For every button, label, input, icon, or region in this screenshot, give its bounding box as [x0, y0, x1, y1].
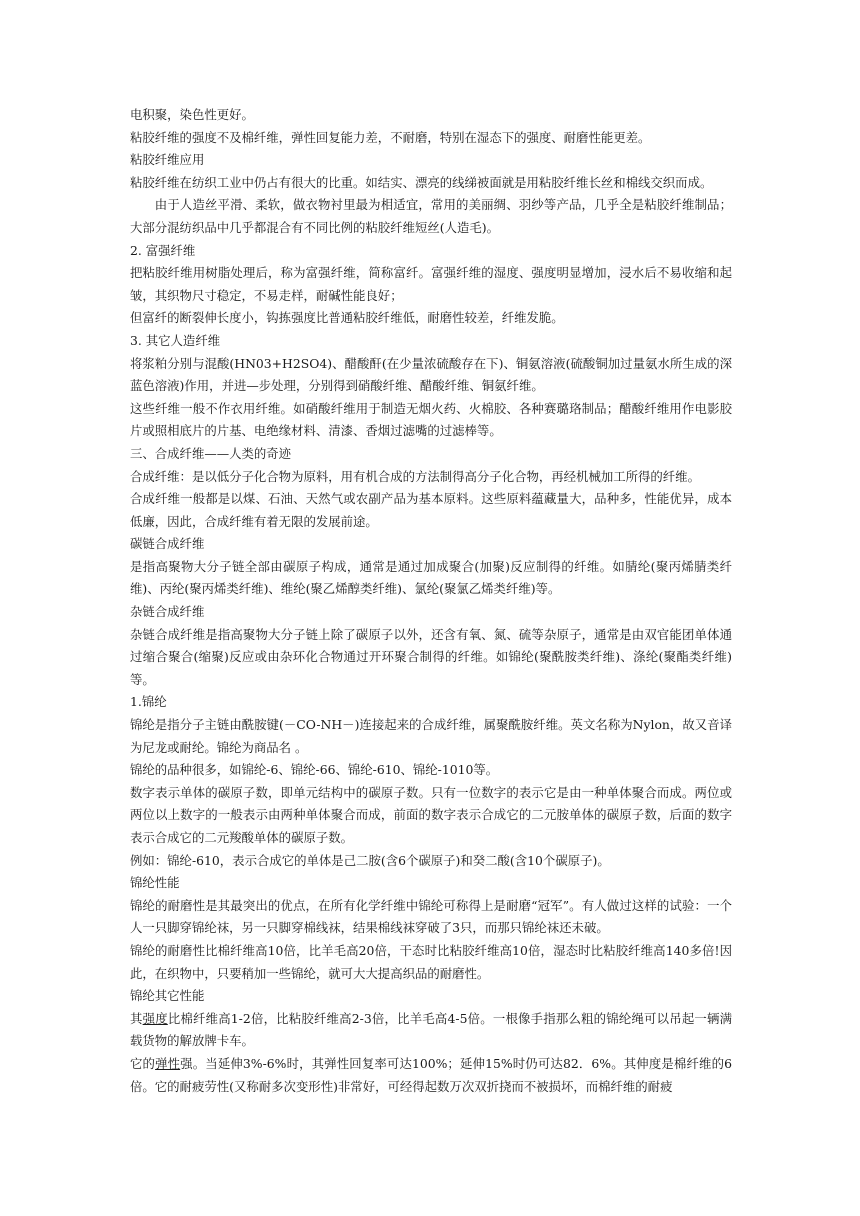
- text-paragraph: [130, 1008, 732, 1053]
- underlined-term: 弹性: [155, 1055, 181, 1071]
- section-heading: 1.锦纶: [130, 694, 167, 710]
- text-paragraph: 由于人造丝平滑、柔软，做衣物衬里最为相适宜，常用的美丽绸、羽纱等产品，几乎全是粘胶纤维制品；大部分混纺织品中几乎都混合有不同比例的粘胶纤维短丝(人造毛)。: [130, 197, 732, 235]
- text-paragraph: [130, 1053, 732, 1098]
- text-line: 电积聚，染色性更好。: [130, 107, 254, 122]
- text-line: 例如：锦纶-610，表示合成它的单体是己二胺(含6个碳原子)和癸二酸(含10个碳原子)。: [130, 852, 610, 868]
- underlined-term: 强度: [142, 1010, 168, 1026]
- text-paragraph: 锦纶是指分子主链由酰胺键(－CO-NH－)连接起来的合成纤维，属聚酰胺纤维。英文名称为Nylon，故又音译为尼龙或耐纶。锦纶为商品名 。: [130, 717, 732, 755]
- text-line: 粘胶纤维的强度不及棉纤维，弹性回复能力差，不耐磨，特别在湿态下的强度、耐磨性能更差。: [130, 129, 651, 145]
- text-paragraph: 数字表示单体的碳原子数，即单元结构中的碳原子数。只有一位数字的表示它是由一种单体聚合而成。两位或两位以上数字的一般表示由两种单体聚合而成，前面的数字表示合成它的二元胺单体的碳原子数，后面的数字表示合成它的二元羧酸单体的碳原子数。: [130, 784, 732, 845]
- text-paragraph: 这些纤维一般不作衣用纤维。如硝酸纤维用于制造无烟火药、火棉胶、各种赛璐珞制品；醋酸纤维用作电影胶片或照相底片的片基、电绝缘材料、清漆、香烟过滤嘴的过滤棒等。: [130, 400, 732, 439]
- text-paragraph: 锦纶的耐磨性是其最突出的优点，在所有化学纤维中锦纶可称得上是耐磨“冠军”。有人做过这样的试验：一个人一只脚穿锦纶袜，另一只脚穿棉线袜，结果棉线袜穿破了3只，而那只锦纶袜还未破。: [130, 897, 732, 936]
- text-run: 强。当延伸3%-6%时，其弹性回复率可达100%；延伸15%时仍可达82．6%。其伸度是棉纤维的6倍。它的耐疲劳性(又称耐多次变形性)非常好，可经得起数万次双折挠而不被损坏，而棉纤维的耐疲: [130, 1055, 732, 1094]
- document-page: [130, 104, 732, 1098]
- text-paragraph: 是指高聚物大分子链全部由碳原子构成，通常是通过加成聚合(加聚)反应制得的纤维。如腈纶(聚丙烯腈类纤维)、丙纶(聚丙烯类纤维)、维纶(聚乙烯醇类纤维)、氯纶(聚氯乙烯类纤维)等。: [130, 558, 732, 597]
- section-heading: 2. 富强纤维: [130, 242, 196, 258]
- text-run: 其: [130, 1010, 143, 1026]
- text-line: 合成纤维：是以低分子化合物为原料，用有机合成的方法制得高分子化合物，再经机械加工所得的纤维。: [130, 468, 700, 484]
- text-paragraph: 把粘胶纤维用树脂处理后，称为富强纤维，简称富纤。富强纤维的湿度、强度明显增加，浸水后不易收缩和起皱，其织物尺寸稳定，不易走样，耐碱性能良好；: [130, 265, 732, 303]
- text-run: 比棉纤维高1-2倍，比粘胶纤维高2-3倍，比羊毛高4-5倍。一根像手指那么粗的锦纶绳可以吊起一辆满载货物的解放牌卡车。: [130, 1010, 733, 1049]
- section-heading: 3. 其它人造纤维: [130, 332, 221, 348]
- section-heading: 锦纶性能: [130, 875, 180, 891]
- text-line: 但富纤的断裂伸长度小，钩拣强度比普通粘胶纤维低，耐磨性较差，纤维发脆。: [130, 310, 564, 326]
- section-heading: 杂链合成纤维: [130, 604, 205, 620]
- text-paragraph: 合成纤维一般都是以煤、石油、天然气或农副产品为基本原料。这些原料蕴藏量大，品种多，性能优异，成本低廉，因此，合成纤维有着无限的发展前途。: [130, 491, 732, 529]
- text-paragraph: 杂链合成纤维是指高聚物大分子链上除了碳原子以外，还含有氧、氮、硫等杂原子，通常是由双官能团单体通过缩合聚合(缩聚)反应或由杂环化合物通过开环聚合制得的纤维。如锦纶(聚酰胺类纤维)、涤纶(聚酯类纤维)等。: [130, 626, 732, 687]
- text-run: 它的: [130, 1055, 156, 1071]
- text-paragraph: 将浆粕分别与混酸(HN03+H2SO4)、醋酸酐(在少量浓硫酸存在下)、铜氨溶液(硫酸铜加过量氨水所生成的深蓝色溶液)作用，并进—步处理，分别得到硝酸纤维、醋酸纤维、铜氨纤维。: [130, 355, 732, 394]
- text-line: 粘胶纤维在纺织工业中仍占有很大的比重。如结实、漂亮的线绨被面就是用粘胶纤维长丝和棉线交织而成。: [130, 174, 713, 190]
- section-heading: 锦纶其它性能: [130, 988, 205, 1004]
- section-heading: 粘胶纤维应用: [130, 152, 205, 168]
- text-paragraph: 锦纶的耐磨性比棉纤维高10倍，比羊毛高20倍，干态时比粘胶纤维高10倍，湿态时比粘胶纤维高140多倍!因此，在织物中，只要稍加一些锦纶，就可大大提高织品的耐磨性。: [130, 942, 732, 981]
- section-heading: 三、合成纤维——人类的奇迹: [130, 445, 292, 461]
- section-heading: 碳链合成纤维: [130, 536, 205, 552]
- text-line: 锦纶的品种很多，如锦纶-6、锦纶-66、锦纶-610、锦纶-1010等。: [130, 762, 499, 778]
